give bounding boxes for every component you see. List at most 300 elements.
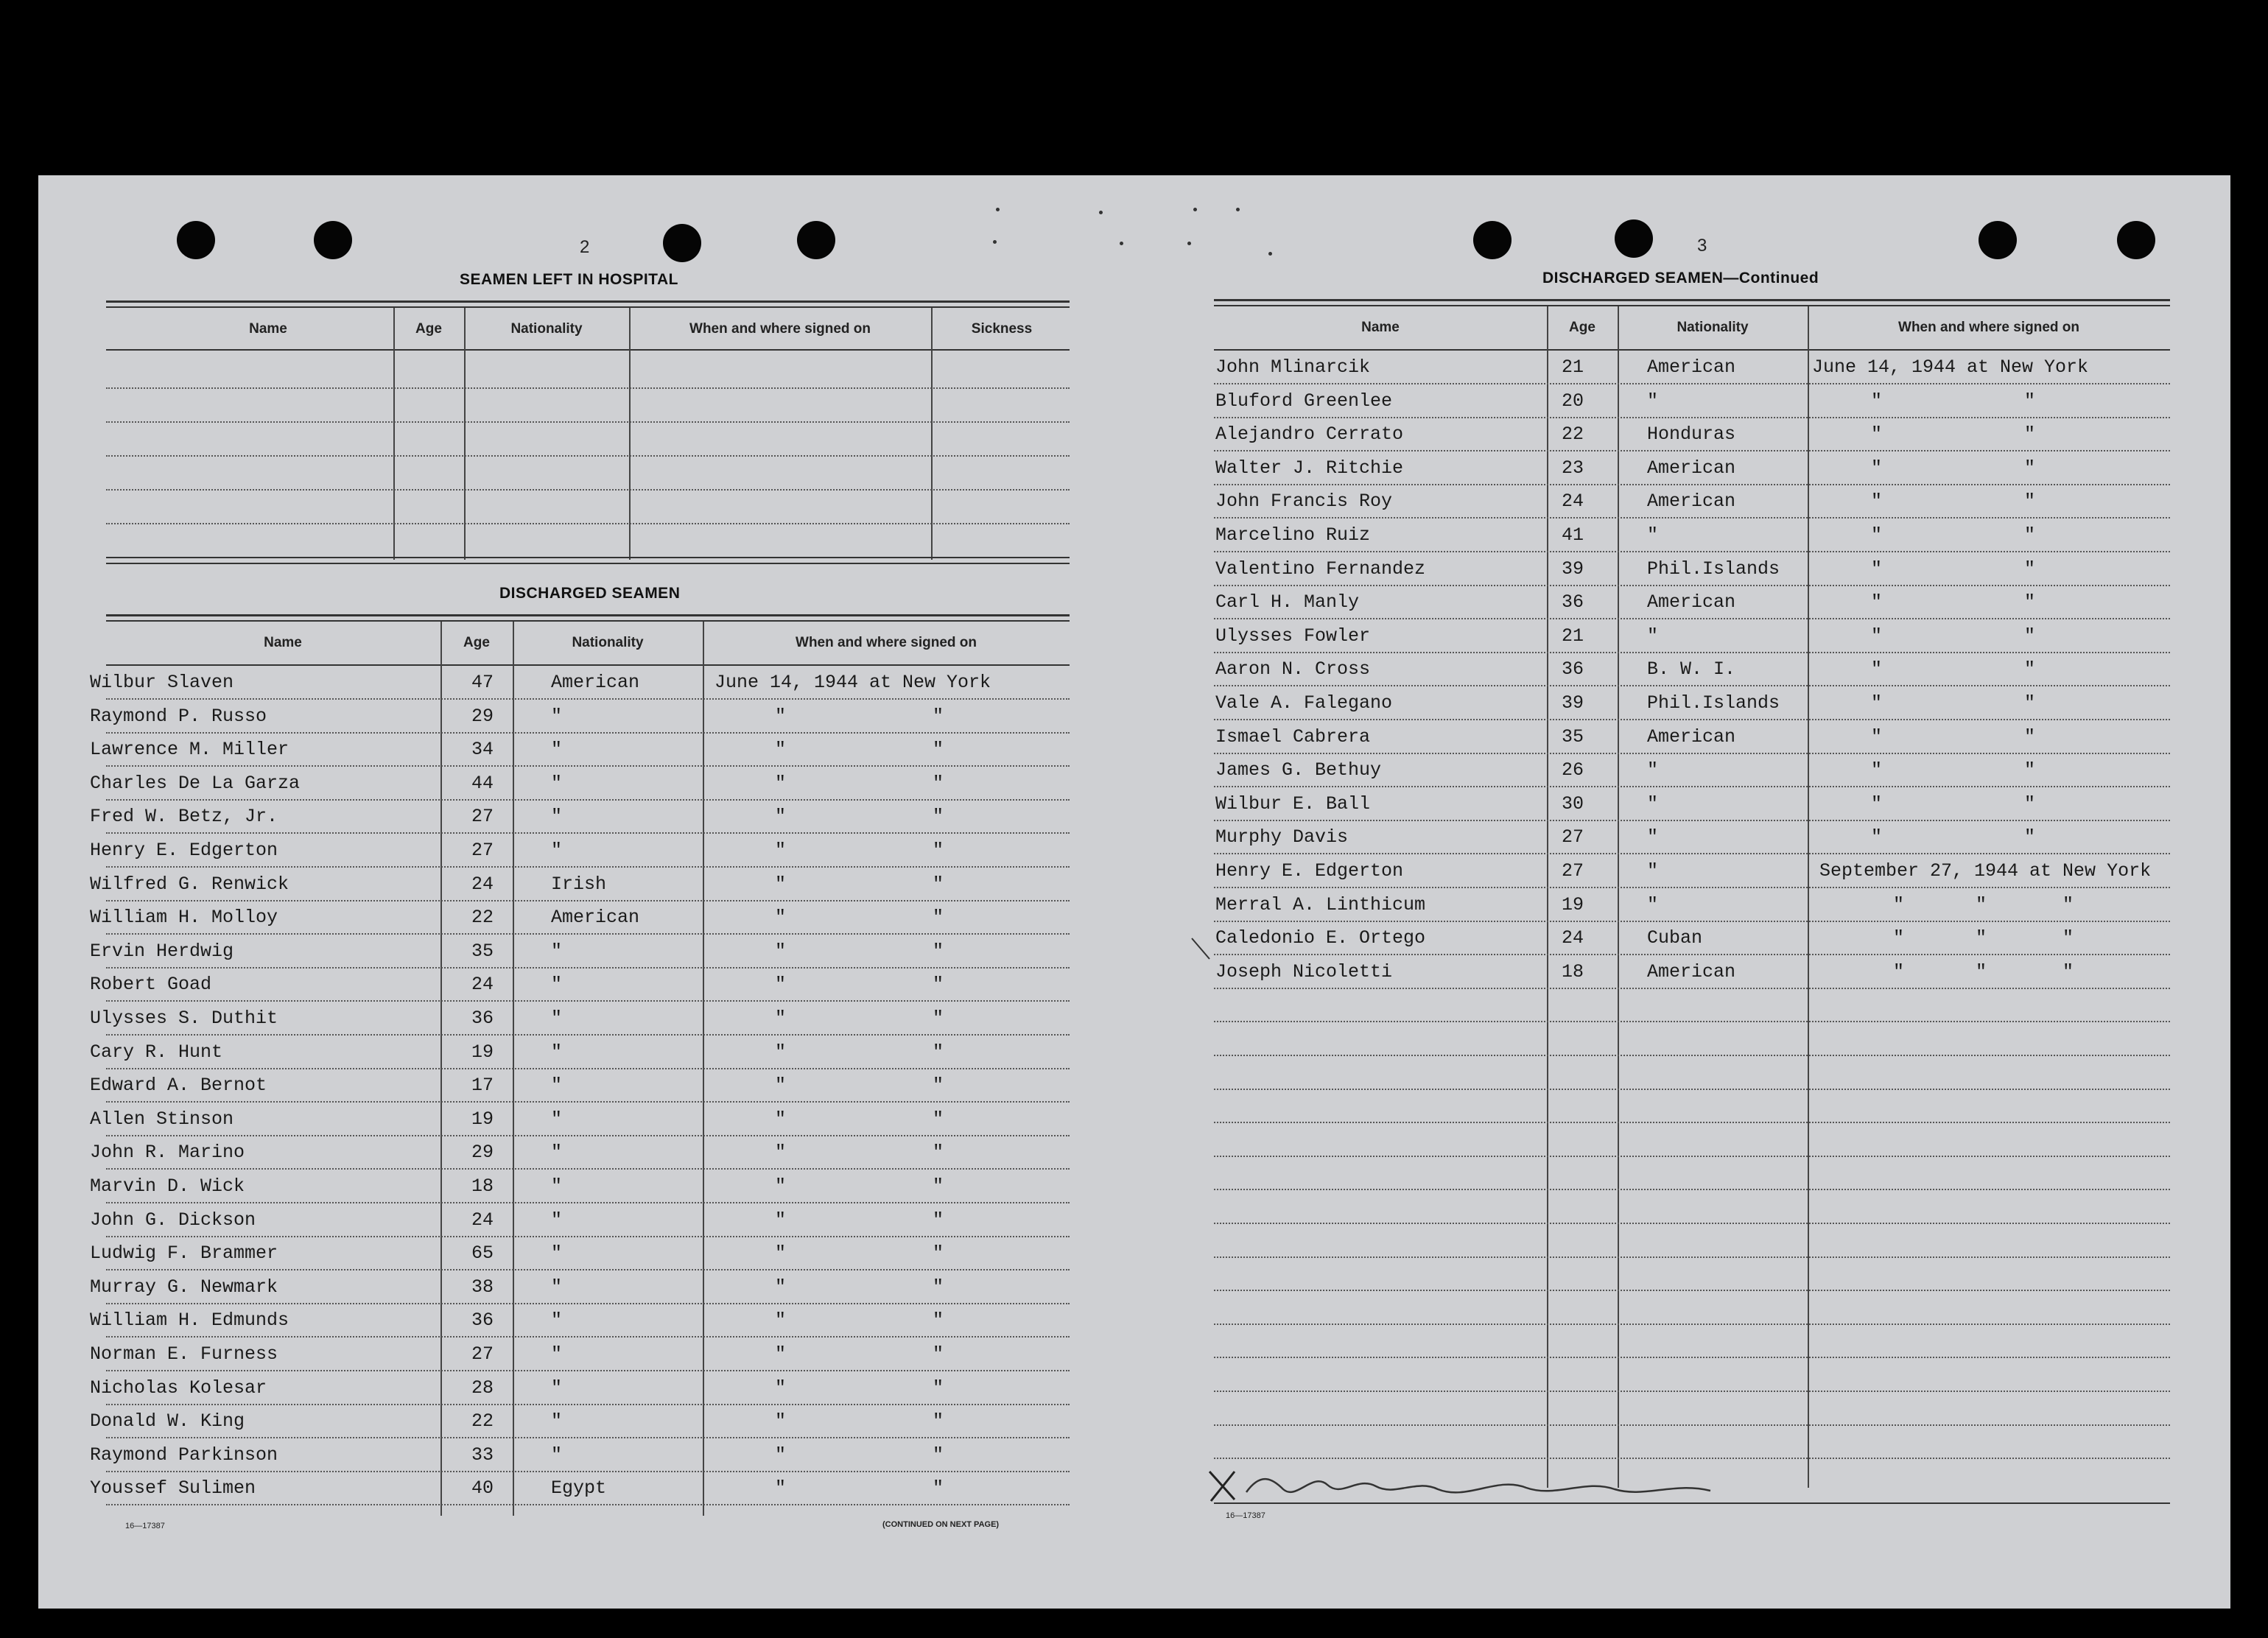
column-divider: [629, 308, 631, 560]
seaman-nationality: American: [551, 907, 640, 928]
row-line: [1214, 887, 2170, 888]
seaman-age: 65: [471, 1242, 494, 1264]
row-line: [1214, 820, 2170, 821]
ditto-mark: ": [775, 706, 787, 727]
ditto-mark: ": [1871, 692, 1883, 714]
form-number: 16—17387: [1226, 1511, 1265, 1520]
row-line: [106, 387, 1070, 389]
table-rule: [106, 300, 1070, 303]
ditto-mark: ": [2024, 826, 2036, 848]
ditto-mark: ": [1871, 457, 1883, 479]
ditto-mark: ": [775, 1276, 787, 1298]
seaman-name: Caledonio E. Ortego: [1215, 927, 1426, 949]
ditto-mark: ": [933, 1377, 944, 1399]
seaman-age: 36: [1562, 591, 1584, 613]
ditto-mark: ": [775, 1310, 787, 1331]
seaman-age: 35: [471, 941, 494, 962]
punch-hole: [314, 221, 352, 259]
ditto-mark: ": [1871, 759, 1883, 781]
ditto-mark: ": [775, 806, 787, 827]
row-line: [1214, 1223, 2170, 1224]
speck: [1120, 242, 1123, 245]
row-line: [106, 832, 1070, 834]
seaman-age: 27: [471, 1343, 494, 1365]
seaman-name: Henry E. Edgerton: [90, 840, 278, 861]
row-line: [1214, 652, 2170, 653]
seaman-age: 28: [471, 1377, 494, 1399]
row-line: [106, 967, 1070, 969]
col-header-age: Age: [463, 635, 490, 650]
seaman-name: Raymond P. Russo: [90, 706, 267, 727]
seaman-name: James G. Bethuy: [1215, 759, 1382, 781]
col-header-name: Name: [264, 635, 302, 650]
seaman-name: Norman E. Furness: [90, 1343, 278, 1365]
ditto-mark: ": [775, 1377, 787, 1399]
seaman-name: Murray G. Newmark: [90, 1276, 278, 1298]
seaman-name: Ervin Herdwig: [90, 941, 234, 962]
seaman-name: Henry E. Edgerton: [1215, 860, 1404, 882]
seaman-nationality: ": [551, 806, 563, 827]
seaman-age: 36: [471, 1008, 494, 1029]
row-line: [106, 1168, 1070, 1170]
ditto-mark: ": [2024, 759, 2036, 781]
col-header-signed-on: When and where signed on: [1898, 320, 2079, 335]
speck: [996, 208, 1000, 211]
seaman-name: Wilfred G. Renwick: [90, 874, 289, 895]
seaman-name: John G. Dickson: [90, 1209, 256, 1231]
seaman-nationality: ": [551, 1041, 563, 1063]
handwritten-annotation: [1202, 1457, 1806, 1508]
ditto-mark: ": [1976, 894, 1987, 915]
col-header-signed-on: When and where signed on: [796, 635, 977, 650]
ditto-mark: ": [933, 1276, 944, 1298]
seaman-age: 19: [471, 1108, 494, 1130]
seaman-age: 26: [1562, 759, 1584, 781]
ditto-mark: ": [2024, 692, 2036, 714]
row-line: [106, 1370, 1070, 1371]
row-line: [106, 489, 1070, 491]
ditto-mark: ": [1893, 894, 1905, 915]
ditto-mark: ": [775, 1444, 787, 1466]
seaman-age: 24: [471, 974, 494, 995]
row-line: [1214, 517, 2170, 519]
seaman-name: Lawrence M. Miller: [90, 739, 289, 760]
row-line: [1214, 1290, 2170, 1291]
col-header-signed-on: When and where signed on: [689, 321, 871, 337]
seaman-name: John R. Marino: [90, 1142, 245, 1163]
seaman-name: Nicholas Kolesar: [90, 1377, 267, 1399]
ditto-mark: ": [1871, 524, 1883, 546]
table-rule: [1214, 349, 2170, 351]
col-header-name: Name: [1361, 320, 1400, 335]
punch-hole: [1979, 221, 2017, 259]
row-line: [1214, 1357, 2170, 1358]
seaman-age: 21: [1562, 356, 1584, 378]
speck: [1193, 208, 1197, 211]
ditto-mark: ": [1871, 491, 1883, 512]
seaman-name: Vale A. Falegano: [1215, 692, 1393, 714]
row-line: [1214, 383, 2170, 384]
seaman-age: 34: [471, 739, 494, 760]
row-line: [1214, 719, 2170, 720]
seaman-age: 29: [471, 1142, 494, 1163]
seaman-age: 22: [471, 907, 494, 928]
row-line: [106, 866, 1070, 868]
seaman-age: 24: [1562, 491, 1584, 512]
seaman-age: 47: [471, 672, 494, 693]
row-line: [106, 455, 1070, 457]
page-number: 3: [1697, 236, 1707, 256]
row-line: [1214, 753, 2170, 754]
ditto-mark: ": [2024, 591, 2036, 613]
ditto-mark: ": [2062, 961, 2074, 983]
check-mark-icon: [1187, 934, 1217, 963]
row-line: [106, 1000, 1070, 1002]
ditto-mark: ": [933, 1008, 944, 1029]
ditto-mark: ": [775, 739, 787, 760]
ditto-mark: ": [1871, 793, 1883, 815]
row-line: [106, 421, 1070, 423]
seaman-age: 44: [471, 773, 494, 794]
row-line: [106, 799, 1070, 801]
row-line: [1214, 853, 2170, 854]
row-line: [1214, 685, 2170, 686]
row-line: [1214, 1021, 2170, 1022]
ditto-mark: ": [933, 907, 944, 928]
seaman-nationality: Phil.Islands: [1647, 692, 1780, 714]
table-rule: [106, 563, 1070, 564]
seaman-nationality: Honduras: [1647, 423, 1736, 445]
row-line: [1214, 1055, 2170, 1056]
row-line: [1214, 484, 2170, 485]
seaman-name: Valentino Fernandez: [1215, 558, 1426, 580]
continued-note: (CONTINUED ON NEXT PAGE): [882, 1520, 1000, 1529]
seaman-nationality: ": [551, 706, 563, 727]
seaman-name: Marvin D. Wick: [90, 1175, 245, 1197]
row-line: [1214, 1256, 2170, 1258]
seaman-age: 27: [1562, 860, 1584, 882]
signed-on: June 14, 1944 at New York: [1812, 356, 2089, 378]
seaman-nationality: ": [551, 1008, 563, 1029]
ditto-mark: ": [1871, 423, 1883, 445]
ditto-mark: ": [1871, 658, 1883, 680]
punch-hole: [2117, 221, 2155, 259]
ditto-mark: ": [933, 1175, 944, 1197]
ditto-mark: ": [933, 773, 944, 794]
seaman-age: 36: [471, 1310, 494, 1331]
seaman-nationality: ": [1647, 524, 1659, 546]
seaman-nationality: ": [551, 1175, 563, 1197]
seaman-name: Wilbur E. Ball: [1215, 793, 1371, 815]
ditto-mark: ": [775, 907, 787, 928]
seaman-name: Walter J. Ritchie: [1215, 457, 1404, 479]
ditto-mark: ": [775, 1410, 787, 1432]
ditto-mark: ": [933, 1477, 944, 1499]
row-line: [106, 933, 1070, 935]
row-line: [106, 1236, 1070, 1237]
ditto-mark: ": [2024, 457, 2036, 479]
ditto-mark: ": [775, 941, 787, 962]
row-line: [106, 1101, 1070, 1103]
seaman-name: Fred W. Betz, Jr.: [90, 806, 278, 827]
ditto-mark: ": [775, 974, 787, 995]
seaman-age: 22: [1562, 423, 1584, 445]
ditto-mark: ": [2024, 793, 2036, 815]
seaman-nationality: ": [551, 1276, 563, 1298]
row-line: [106, 1504, 1070, 1505]
seaman-nationality: American: [1647, 491, 1736, 512]
ditto-mark: ": [775, 1343, 787, 1365]
seaman-nationality: ": [551, 1209, 563, 1231]
table-rule: [106, 349, 1070, 351]
row-line: [1214, 1324, 2170, 1325]
seaman-age: 18: [471, 1175, 494, 1197]
punch-hole: [1615, 219, 1653, 258]
ditto-mark: ": [933, 1209, 944, 1231]
ditto-mark: ": [2024, 423, 2036, 445]
row-line: [106, 1336, 1070, 1338]
ditto-mark: ": [933, 1075, 944, 1096]
row-line: [1214, 1424, 2170, 1426]
ditto-mark: ": [775, 874, 787, 895]
seaman-name: John Mlinarcik: [1215, 356, 1371, 378]
ditto-mark: ": [1871, 726, 1883, 748]
ditto-mark: ": [933, 1242, 944, 1264]
seaman-nationality: ": [551, 1142, 563, 1163]
seaman-nationality: Phil.Islands: [1647, 558, 1780, 580]
page-number: 2: [580, 237, 590, 257]
seaman-nationality: ": [551, 1108, 563, 1130]
seaman-nationality: Irish: [551, 874, 607, 895]
seaman-name: Wilbur Slaven: [90, 672, 234, 693]
ditto-mark: ": [933, 739, 944, 760]
ditto-mark: ": [933, 806, 944, 827]
seaman-age: 17: [471, 1075, 494, 1096]
row-line: [1214, 450, 2170, 451]
seaman-age: 20: [1562, 390, 1584, 412]
ditto-mark: ": [2062, 894, 2074, 915]
seaman-age: 33: [471, 1444, 494, 1466]
seaman-age: 22: [471, 1410, 494, 1432]
seaman-nationality: American: [1647, 961, 1736, 983]
col-header-nationality: Nationality: [572, 635, 644, 650]
ditto-mark: ": [1871, 591, 1883, 613]
seaman-nationality: ": [551, 1410, 563, 1432]
ditto-mark: ": [775, 1477, 787, 1499]
seaman-nationality: ": [1647, 625, 1659, 647]
seaman-nationality: ": [551, 840, 563, 861]
row-line: [106, 900, 1070, 901]
table-rule: [106, 614, 1070, 616]
row-line: [1214, 585, 2170, 586]
seaman-nationality: ": [551, 739, 563, 760]
seaman-nationality: ": [551, 1444, 563, 1466]
seaman-age: 27: [471, 840, 494, 861]
seaman-name: Alejandro Cerrato: [1215, 423, 1404, 445]
seaman-name: Carl H. Manly: [1215, 591, 1360, 613]
ditto-mark: ": [2024, 726, 2036, 748]
ditto-mark: ": [933, 1410, 944, 1432]
seaman-nationality: ": [551, 1075, 563, 1096]
ditto-mark: ": [933, 974, 944, 995]
ditto-mark: ": [1893, 927, 1905, 949]
ditto-mark: ": [775, 1175, 787, 1197]
column-divider: [464, 308, 466, 560]
ditto-mark: ": [2024, 491, 2036, 512]
punch-hole: [1473, 221, 1512, 259]
row-line: [1214, 988, 2170, 989]
seaman-name: Raymond Parkinson: [90, 1444, 278, 1466]
speck: [1268, 252, 1272, 256]
seaman-nationality: ": [1647, 894, 1659, 915]
seaman-age: 36: [1562, 658, 1584, 680]
table-rule: [106, 664, 1070, 666]
speck: [1187, 242, 1191, 245]
seaman-name: Bluford Greenlee: [1215, 390, 1393, 412]
ditto-mark: ": [1976, 961, 1987, 983]
seaman-nationality: ": [1647, 390, 1659, 412]
seaman-name: Cary R. Hunt: [90, 1041, 223, 1063]
seaman-name: Murphy Davis: [1215, 826, 1349, 848]
seaman-age: 24: [1562, 927, 1584, 949]
form-number: 16—17387: [125, 1522, 165, 1530]
ditto-mark: ": [2024, 558, 2036, 580]
ditto-mark: ": [775, 1008, 787, 1029]
ditto-mark: ": [775, 773, 787, 794]
ditto-mark: ": [775, 840, 787, 861]
col-header-age: Age: [1569, 320, 1595, 335]
ditto-mark: ": [1893, 961, 1905, 983]
ditto-mark: ": [775, 1209, 787, 1231]
row-line: [106, 1202, 1070, 1203]
seaman-name: Aaron N. Cross: [1215, 658, 1371, 680]
ditto-mark: ": [933, 941, 944, 962]
ditto-mark: ": [1871, 558, 1883, 580]
title-suffix: —Continued: [1723, 270, 1819, 287]
seaman-name: John Francis Roy: [1215, 491, 1393, 512]
ditto-mark: ": [2024, 625, 2036, 647]
ditto-mark: ": [933, 1142, 944, 1163]
col-header-sickness: Sickness: [971, 321, 1033, 337]
table-rule: [1214, 299, 2170, 301]
table-rule: [106, 557, 1070, 558]
seaman-nationality: American: [1647, 457, 1736, 479]
ditto-mark: ": [933, 1310, 944, 1331]
seaman-nationality: ": [1647, 860, 1659, 882]
seaman-name: Merral A. Linthicum: [1215, 894, 1426, 915]
row-line: [106, 765, 1070, 767]
ditto-mark: ": [933, 840, 944, 861]
seaman-name: Donald W. King: [90, 1410, 245, 1432]
speck: [993, 240, 997, 244]
ditto-mark: ": [2024, 390, 2036, 412]
seaman-nationality: American: [1647, 726, 1736, 748]
seaman-name: Charles De La Garza: [90, 773, 301, 794]
seaman-nationality: Egypt: [551, 1477, 607, 1499]
row-line: [1214, 954, 2170, 955]
seaman-nationality: American: [551, 672, 640, 693]
seaman-age: 24: [471, 1209, 494, 1231]
signed-on: June 14, 1944 at New York: [715, 672, 991, 693]
seaman-nationality: ": [551, 1377, 563, 1399]
seaman-age: 24: [471, 874, 494, 895]
punch-hole: [663, 224, 701, 262]
seaman-nationality: ": [1647, 793, 1659, 815]
ditto-mark: ": [775, 1142, 787, 1163]
row-line: [106, 1471, 1070, 1472]
seaman-age: 39: [1562, 558, 1584, 580]
manifest-sheet: [38, 175, 2230, 1609]
ditto-mark: ": [1871, 625, 1883, 647]
punch-hole: [797, 221, 835, 259]
ditto-mark: ": [1871, 826, 1883, 848]
speck: [1099, 211, 1103, 214]
row-line: [1214, 1189, 2170, 1190]
col-header-nationality: Nationality: [1677, 320, 1749, 335]
seaman-age: 38: [471, 1276, 494, 1298]
ditto-mark: ": [775, 1242, 787, 1264]
seaman-name: Joseph Nicoletti: [1215, 961, 1393, 983]
seaman-age: 41: [1562, 524, 1584, 546]
seaman-nationality: Cuban: [1647, 927, 1703, 949]
seaman-age: 29: [471, 706, 494, 727]
hospital-section-title: SEAMEN LEFT IN HOSPITAL: [460, 271, 678, 288]
punch-hole: [177, 221, 215, 259]
table-rule: [106, 620, 1070, 622]
seaman-age: 27: [1562, 826, 1584, 848]
seaman-nationality: American: [1647, 356, 1736, 378]
seaman-age: 27: [471, 806, 494, 827]
table-rule: [1214, 305, 2170, 306]
seaman-age: 30: [1562, 793, 1584, 815]
ditto-mark: ": [933, 706, 944, 727]
ditto-mark: ": [1871, 390, 1883, 412]
seaman-name: Robert Goad: [90, 974, 212, 995]
discharged-section-title: DISCHARGED SEAMEN: [499, 585, 681, 602]
seaman-nationality: ": [551, 1343, 563, 1365]
ditto-mark: ": [775, 1108, 787, 1130]
table-rule: [106, 306, 1070, 308]
column-divider: [931, 308, 933, 560]
row-line: [106, 1034, 1070, 1036]
row-line: [106, 1269, 1070, 1270]
row-line: [1214, 786, 2170, 787]
row-line: [1214, 1089, 2170, 1090]
ditto-mark: ": [933, 1444, 944, 1466]
column-divider: [393, 308, 395, 560]
row-line: [106, 1303, 1070, 1304]
row-line: [106, 698, 1070, 700]
discharged-continued-title: [1542, 270, 1819, 287]
seaman-nationality: ": [1647, 826, 1659, 848]
row-line: [1214, 618, 2170, 619]
seaman-age: 39: [1562, 692, 1584, 714]
seaman-age: 19: [471, 1041, 494, 1063]
seaman-nationality: ": [551, 773, 563, 794]
seaman-name: Edward A. Bernot: [90, 1075, 267, 1096]
seaman-age: 18: [1562, 961, 1584, 983]
title-text: DISCHARGED SEAMEN: [1542, 270, 1724, 287]
ditto-mark: ": [933, 1041, 944, 1063]
row-line: [1214, 921, 2170, 922]
seaman-name: Ulysses Fowler: [1215, 625, 1371, 647]
ditto-mark: ": [775, 1075, 787, 1096]
row-line: [1214, 1156, 2170, 1157]
row-line: [1214, 417, 2170, 418]
seaman-nationality: ": [551, 1242, 563, 1264]
seaman-nationality: ": [551, 974, 563, 995]
seaman-name: William H. Molloy: [90, 907, 278, 928]
